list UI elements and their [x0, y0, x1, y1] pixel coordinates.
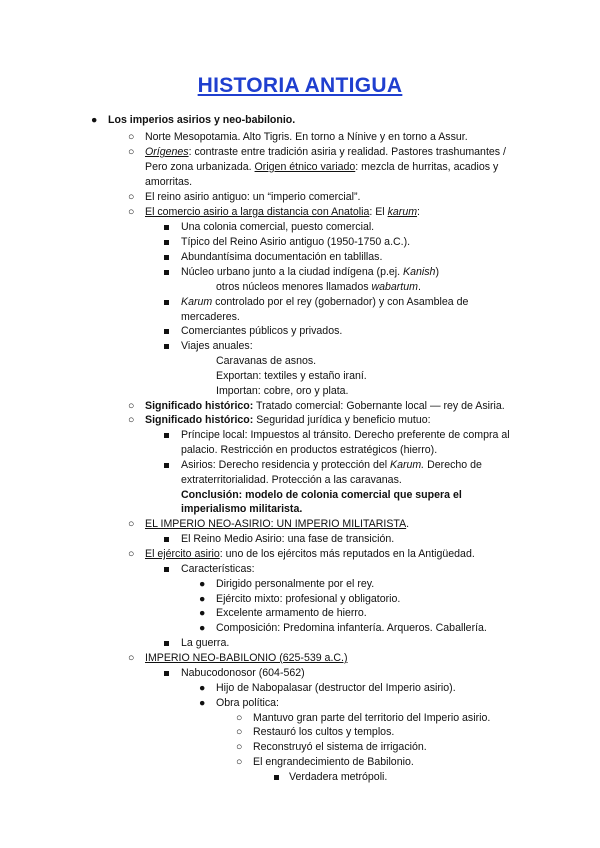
list-item: Mantuvo gran parte del territorio del Imperio asirio. — [253, 712, 491, 724]
list-item: Reconstruyó el sistema de irrigación. — [253, 741, 427, 753]
bullet-circle: ○ — [128, 518, 135, 530]
list-item: La guerra. — [181, 637, 230, 649]
bullet-square — [164, 463, 169, 468]
bullet-dot: ● — [199, 607, 206, 619]
list-item: Verdadera metrópoli. — [289, 771, 388, 783]
list-item: Significado histórico: Seguridad jurídica y beneficio mutuo: — [145, 414, 431, 426]
bullet-square — [164, 255, 169, 260]
bullet-circle: ○ — [236, 756, 243, 768]
bullet-square — [274, 775, 279, 780]
section-heading: Los imperios asirios y neo-babilonio. — [108, 114, 296, 126]
section-subheading: IMPERIO NEO-BABILONIO (625-539 a.C.) — [145, 652, 348, 664]
list-item: Restauró los cultos y templos. — [253, 726, 395, 738]
bullet-circle: ○ — [236, 741, 243, 753]
conclusion-text: Conclusión: modelo de colonia comercial que supera el — [181, 489, 462, 501]
document-title: HISTORIA ANTIGUA — [197, 74, 403, 97]
bullet-circle: ○ — [128, 206, 135, 218]
bullet-square — [164, 537, 169, 542]
bullet-square — [164, 567, 169, 572]
list-item: El engrandecimiento de Babilonio. — [253, 756, 414, 768]
list-item-continued: Pero zona urbanizada. Origen étnico variado: mezcla de hurritas, acadios y — [145, 161, 499, 173]
list-item: Características: — [181, 563, 255, 575]
list-item: Significado histórico: Tratado comercial: Gobernante local — rey de Asiria. — [145, 400, 505, 412]
list-item: EL IMPERIO NEO-ASIRIO: UN IMPERIO MILITARISTA. — [145, 518, 410, 530]
list-item: Norte Mesopotamia. Alto Tigris. En torno a Nínive y en torno a Assur. — [145, 131, 468, 143]
bullet-square — [164, 671, 169, 676]
list-item: El Reino Medio Asirio: una fase de transición. — [181, 533, 395, 545]
list-item: Asirios: Derecho residencia y protección del Karum. Derecho de — [181, 459, 482, 471]
list-item-continued: mercaderes. — [181, 311, 240, 323]
bullet-circle: ○ — [128, 652, 135, 664]
bullet-square — [164, 329, 169, 334]
list-item: Abundantísima documentación en tablillas. — [181, 251, 383, 263]
list-item: Excelente armamento de hierro. — [216, 607, 367, 619]
list-item: Comerciantes públicos y privados. — [181, 325, 343, 337]
bullet-circle: ○ — [236, 712, 243, 724]
list-item: El ejército asirio: uno de los ejércitos más reputados en la Antigüedad. — [145, 548, 475, 560]
list-item: Obra política: — [216, 697, 280, 709]
list-item: El comercio asirio a larga distancia con Anatolia: El karum: — [145, 206, 420, 218]
list-item: Viajes anuales: — [181, 340, 253, 352]
list-item: Una colonia comercial, puesto comercial. — [181, 221, 375, 233]
list-item: Príncipe local: Impuestos al tránsito. Derecho preferente de compra al — [181, 429, 510, 441]
list-item: Nabucodonosor (604-562) — [181, 667, 305, 679]
bullet-dot: ● — [199, 682, 206, 694]
bullet-square — [164, 300, 169, 305]
list-item-continued: amorritas. — [145, 176, 193, 188]
bullet-circle: ○ — [128, 548, 135, 560]
bullet-dot: ● — [91, 114, 98, 126]
list-item: Orígenes: contraste entre tradición asiria y realidad. Pastores trashumantes / — [145, 146, 506, 158]
bullet-dot: ● — [199, 622, 206, 634]
list-item: Núcleo urbano junto a la ciudad indígena (p.ej. Kanish) — [181, 266, 439, 278]
bullet-square — [164, 240, 169, 245]
list-item-continued: palacio. Restricción en productos estratégicos (hierro). — [181, 444, 438, 456]
bullet-square — [164, 641, 169, 646]
list-item-continued: extraterritorialidad. Protección a las caravanas. — [181, 474, 402, 486]
list-item-continued: Exportan: textiles y estaño iraní. — [216, 370, 367, 382]
list-item: Hijo de Nabopalasar (destructor del Imperio asirio). — [216, 682, 456, 694]
bullet-circle: ○ — [128, 191, 135, 203]
bullet-square — [164, 225, 169, 230]
bullet-dot: ● — [199, 593, 206, 605]
bullet-circle: ○ — [128, 146, 135, 158]
list-item: Karum controlado por el rey (gobernador) y con Asamblea de — [181, 296, 469, 308]
conclusion-text: imperialismo militarista. — [181, 503, 303, 515]
bullet-circle: ○ — [128, 131, 135, 143]
bullet-circle: ○ — [128, 400, 135, 412]
list-item-continued: Caravanas de asnos. — [216, 355, 317, 367]
bullet-square — [164, 433, 169, 438]
list-item: Composición: Predomina infantería. Arqueros. Caballería. — [216, 622, 487, 634]
bullet-dot: ● — [199, 578, 206, 590]
bullet-square — [164, 344, 169, 349]
list-item-continued: Importan: cobre, oro y plata. — [216, 385, 349, 397]
list-item: Típico del Reino Asirio antiguo (1950-1750 a.C.). — [181, 236, 411, 248]
list-item-continued: otros núcleos menores llamados wabartum. — [216, 281, 421, 293]
bullet-circle: ○ — [236, 726, 243, 738]
bullet-square — [164, 270, 169, 275]
bullet-dot: ● — [199, 697, 206, 709]
list-item: El reino asirio antiguo: un “imperio comercial”. — [145, 191, 361, 203]
bullet-circle: ○ — [128, 414, 135, 426]
list-item: Ejército mixto: profesional y obligatorio. — [216, 593, 401, 605]
list-item: Dirigido personalmente por el rey. — [216, 578, 375, 590]
